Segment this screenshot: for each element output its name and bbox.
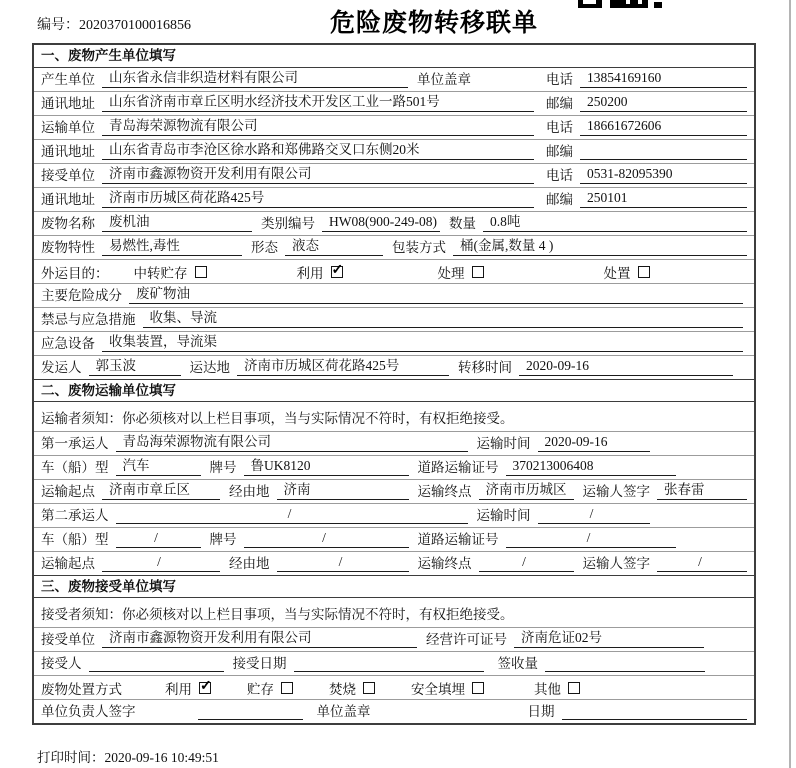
checkbox-icon [472, 682, 484, 694]
row-hazard-component [34, 283, 754, 307]
field-label: 签收量 [497, 656, 538, 671]
page-title: 危险废物转移联单 [330, 9, 539, 37]
field-value: 2020-09-16 [519, 358, 733, 376]
field-value: 收集装置，导流渠 [102, 330, 743, 352]
row-emergency-measures [34, 307, 754, 331]
row-transport-unit [34, 115, 754, 139]
checkbox-dispose [604, 262, 650, 282]
checkbox-transit-storage [134, 262, 207, 282]
field-label: 运输终点 [417, 484, 472, 499]
field-label: 日期 [527, 704, 555, 719]
field-value: 2020-09-16 [538, 434, 650, 452]
checkbox-icon [638, 266, 650, 278]
field-value: 易燃性,毒性 [102, 234, 242, 256]
field-label: 通讯地址 [41, 96, 95, 111]
checkbox-landfill [411, 678, 484, 698]
serial-value: 2020370100016856 [79, 18, 191, 33]
field-label: 车（船）型 [41, 532, 109, 547]
field-value: 18661672606 [580, 118, 747, 136]
field-label: 运达地 [189, 360, 230, 375]
field-value: 收集、导流 [143, 306, 744, 328]
row-receiver-unit [34, 163, 754, 187]
row-waste-name [34, 211, 754, 235]
field-value: / [116, 530, 201, 548]
field-value: / [116, 506, 468, 524]
field-value: 济南市历城区荷花路425号 [102, 186, 534, 208]
field-label: 运输人签字 [582, 556, 650, 571]
field-value: 废机油 [102, 210, 252, 232]
field-value: 370213006408 [506, 458, 676, 476]
checkbox-icon [195, 266, 207, 278]
field-value: 济南市历城区荷花路425号 [237, 354, 449, 376]
field-value: 250101 [580, 190, 747, 208]
field-value: 济南市鑫源物资开发利用有限公司 [102, 162, 534, 184]
field-label: 经由地 [229, 556, 270, 571]
field-value: / [657, 554, 747, 572]
receiver-notice [34, 597, 754, 627]
field-label: 经营许可证号 [426, 632, 507, 647]
field-value: / [506, 530, 676, 548]
field-label: 牌号 [209, 460, 237, 475]
row-transport-address [34, 139, 754, 163]
field-label: 外运目的： [41, 265, 109, 281]
field-label: 道路运输证号 [417, 532, 499, 547]
field-value: 鲁UK8120 [244, 454, 409, 476]
field-value: 山东省青岛市李沧区徐水路和郑佛路交叉口东侧20米 [102, 138, 534, 160]
qr-code-fragment [578, 0, 662, 9]
field-value: 张春雷 [657, 478, 747, 500]
field-label: 运输单位 [41, 120, 95, 135]
section-1-header: 一、废物产生单位填写 [41, 48, 176, 63]
row-producer-address [34, 91, 754, 115]
row-vehicle-type-2 [34, 527, 754, 551]
page-edge-line [789, 0, 791, 768]
field-label: 主要危险成分 [41, 288, 122, 303]
field-label: 废物特性 [41, 240, 95, 255]
checkbox-utilize [165, 678, 211, 698]
checkbox-icon [281, 682, 293, 694]
section-3-header: 三、废物接受单位填写 [34, 575, 754, 597]
checkbox-treat [438, 262, 484, 282]
field-label: 接受单位 [41, 168, 95, 183]
field-value: 汽车 [116, 454, 201, 476]
section-2-header: 二、废物运输单位填写 [34, 379, 754, 401]
field-label: 发运人 [41, 360, 82, 375]
row-vehicle-type-1 [34, 455, 754, 479]
field-label: 电话 [546, 168, 573, 183]
field-value [89, 657, 224, 672]
field-label: 接受人 [41, 656, 82, 671]
row-disposal-method [34, 675, 754, 699]
field-label: 邮编 [546, 144, 573, 159]
checkbox-label: 处理 [437, 265, 465, 281]
field-label: 应急设备 [41, 336, 95, 351]
checkbox-utilize [297, 262, 343, 282]
checkbox-label: 处置 [603, 265, 631, 281]
checkbox-label: 利用 [296, 265, 324, 281]
row-consignor [34, 355, 754, 379]
print-time [37, 751, 219, 765]
row-transport-route-1 [34, 479, 754, 503]
field-value: HW08(900-249-08) [322, 214, 440, 232]
field-value: / [244, 530, 409, 548]
notice-text: 接受者须知：你必须核对以上栏目事项，当与实际情况不符时，有权拒绝接受。 [41, 606, 514, 622]
checkbox-icon [568, 682, 580, 694]
row-producer-unit [34, 67, 754, 91]
field-value: 济南 [277, 478, 409, 500]
field-value: 济南市历城区 [479, 478, 574, 500]
checkbox-label: 利用 [165, 681, 192, 697]
field-label: 单位负责人签字 [41, 704, 136, 719]
checkbox-label: 焚烧 [329, 681, 356, 697]
field-label: 接受日期 [232, 656, 287, 671]
field-value: 废矿物油 [129, 282, 743, 304]
field-label: 运输起点 [41, 484, 95, 499]
field-value: 0.8吨 [483, 210, 747, 232]
field-value: / [538, 506, 650, 524]
field-label: 通讯地址 [41, 192, 95, 207]
checkbox-icon [363, 682, 375, 694]
row-second-carrier [34, 503, 754, 527]
field-label: 第一承运人 [41, 436, 109, 451]
row-responsible-signature [34, 699, 754, 723]
field-label: 接受单位 [41, 632, 95, 647]
row-recipient [34, 651, 754, 675]
checkbox-icon [472, 266, 484, 278]
field-value [294, 657, 484, 672]
row-transfer-purpose [34, 259, 754, 283]
field-value: 250200 [580, 94, 747, 112]
field-label: 电话 [546, 120, 573, 135]
field-value: 济南市鑫源物资开发利用有限公司 [102, 626, 417, 648]
notice-text: 运输者须知：你必须核对以上栏目事项，当与实际情况不符时，有权拒绝接受。 [41, 410, 514, 426]
field-value [545, 657, 705, 672]
field-label: 运输人签字 [582, 484, 650, 499]
field-value: 山东省永信非织造材料有限公司 [102, 66, 408, 88]
field-value: 13854169160 [580, 70, 747, 88]
field-value: 桶(金属,数量 4 ) [453, 234, 747, 256]
field-label: 牌号 [209, 532, 237, 547]
row-waste-character [34, 235, 754, 259]
field-label: 通讯地址 [41, 144, 95, 159]
field-label: 运输时间 [476, 436, 531, 451]
checkbox-storage [247, 678, 293, 698]
field-value: / [479, 554, 574, 572]
checkbox-label: 安全填埋 [411, 681, 465, 697]
field-label: 单位盖章 [316, 704, 371, 719]
field-label: 产生单位 [41, 72, 95, 87]
field-value: 青岛海荣源物流有限公司 [102, 114, 534, 136]
field-label: 车（船）型 [41, 460, 109, 475]
field-value [562, 705, 748, 720]
field-label: 单位盖章 [417, 72, 471, 87]
field-value: 山东省济南市章丘区明水经济技术开发区工业一路501号 [102, 90, 534, 112]
field-label: 运输时间 [476, 508, 531, 523]
field-value [580, 145, 747, 160]
field-value: 郭玉波 [89, 354, 181, 376]
field-value: 济南市章丘区 [102, 478, 220, 500]
checkbox-label: 其他 [534, 681, 561, 697]
transfer-manifest-form [32, 43, 756, 725]
field-value: / [102, 554, 220, 572]
field-label: 运输终点 [417, 556, 472, 571]
field-label: 废物名称 [41, 216, 95, 231]
checkbox-other [534, 678, 580, 698]
row-accepting-unit [34, 627, 754, 651]
field-label: 邮编 [546, 192, 573, 207]
field-label: 电话 [546, 72, 573, 87]
field-label: 禁忌与应急措施 [41, 312, 136, 327]
field-label: 形态 [251, 240, 278, 255]
field-label: 第二承运人 [41, 508, 109, 523]
field-value: / [277, 554, 409, 572]
serial-label: 编号： [37, 18, 79, 33]
field-label: 转移时间 [458, 360, 512, 375]
field-value: 济南危证02号 [514, 626, 704, 648]
field-label: 类别编号 [261, 216, 315, 231]
field-label: 经由地 [229, 484, 270, 499]
row-receiver-address [34, 187, 754, 211]
transporter-notice [34, 401, 754, 431]
serial-number [37, 14, 191, 34]
field-label: 数量 [449, 216, 476, 231]
row-emergency-equipment [34, 331, 754, 355]
field-label: 道路运输证号 [417, 460, 499, 475]
field-value: 液态 [285, 234, 383, 256]
checkbox-label: 中转贮存 [133, 265, 188, 281]
field-label: 邮编 [546, 96, 573, 111]
print-time-value: 2020-09-16 10:49:51 [104, 750, 219, 765]
print-time-label: 打印时间： [37, 750, 105, 765]
row-first-carrier [34, 431, 754, 455]
checkbox-icon [331, 266, 343, 278]
field-value [198, 705, 303, 720]
field-value: 0531-82095390 [580, 166, 747, 184]
checkbox-label: 贮存 [247, 681, 274, 697]
row-transport-route-2 [34, 551, 754, 575]
checkbox-icon [199, 682, 211, 694]
checkbox-incinerate [329, 678, 375, 698]
field-label: 废物处置方式 [41, 681, 122, 697]
field-label: 运输起点 [41, 556, 95, 571]
field-value: 青岛海荣源物流有限公司 [116, 430, 468, 452]
field-label: 包装方式 [392, 240, 446, 255]
